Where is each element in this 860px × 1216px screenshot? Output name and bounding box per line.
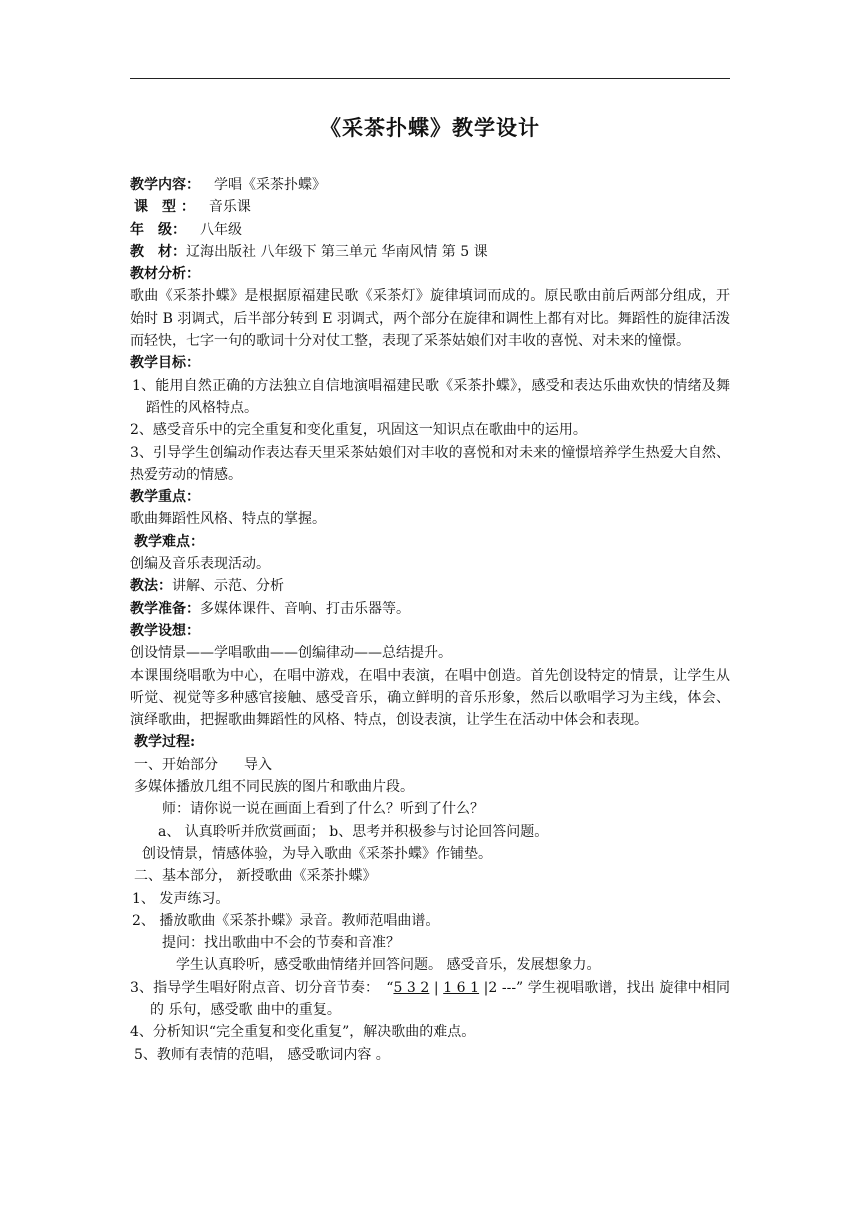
info-textbook-line: [130, 241, 730, 263]
part1-title: 一、开始部分: [134, 756, 218, 773]
preparation-label: 教学准备：: [130, 600, 200, 617]
goal-item-1: 1、能用自然正确的方法独立自信地演唱福建民歌《采茶扑蝶》，感受和表达乐曲欢快的情绪及舞蹈性的风格特点。: [132, 377, 730, 416]
score-bar-1: |: [429, 979, 444, 996]
concept-line: 创设情景——学唱歌曲——创编律动——总结提升。: [130, 645, 452, 662]
difficulties-heading: 教学难点：: [134, 533, 204, 550]
key-points-text: 歌曲舞蹈性风格、特点的掌握。: [130, 511, 326, 528]
score-notes-2: 1 6 1: [443, 979, 480, 996]
step-3-post: ” 学生视唱歌谱，找出 旋律中相同的 乐句，感受歌 曲中的重复。: [150, 979, 730, 1018]
process-step-5: 5、教师有表情的范唱， 感受歌词内容 。: [134, 1046, 390, 1063]
difficulties-text: 创编及音乐表现活动。: [130, 556, 270, 573]
goal-item-3: 3、引导学生创编动作表达春天里采茶姑娘们对丰收的喜悦和对未来的憧憬培养学生热爱大自然、热爱劳动的情感。: [130, 444, 730, 483]
process-p1-line4: 创设情景，情感体验，为导入歌曲《采茶扑蝶》作铺垫。: [142, 845, 492, 862]
methods-label: 教法：: [130, 578, 172, 595]
info-grade-line: [130, 219, 730, 241]
process-step-2-question: 提问：找出歌曲中不会的节奏和音准？: [162, 935, 400, 952]
preparation-text: 多媒体课件、音响、打击乐器等。: [200, 600, 410, 617]
process-part2: 二、基本部分， 新授歌曲《采茶扑蝶》: [134, 868, 377, 885]
part1-subtitle: 导入: [244, 756, 272, 773]
info-content-line: [130, 174, 730, 196]
process-step-3: [130, 977, 730, 1022]
info-type-line: [130, 196, 730, 218]
process-step-1: 1、 发声练习。: [132, 890, 230, 907]
analysis-text: 歌曲《采茶扑蝶》是根据原福建民歌《采茶灯》旋律填词而成的。原民歌由前后两部分组成，开始时 B 羽调式，后半部分转到 E 羽调式，两个部分在旋律和调性上都有对比。舞蹈性的旋律活泼而轻快，七字一句的歌词十分对仗工整，表现了采茶姑娘们对丰收的喜悦、对未来的憧憬。: [130, 288, 730, 350]
process-step-2-answer: 学生认真聆听，感受歌曲情绪并回答问题。 感受音乐，发展想象力。: [176, 957, 601, 974]
textbook-value: 辽海出版社 八年级下 第三单元 华南风情 第 5 课: [186, 243, 488, 260]
process-step-4: 4、分析知识“完全重复和变化重复”，解决歌曲的难点。: [130, 1024, 476, 1041]
type-label: 课 型 ：: [134, 199, 195, 216]
process-p1-line1: 多媒体播放几组不同民族的图片和歌曲片段。: [134, 779, 414, 796]
key-points-heading: 教学重点：: [130, 489, 200, 506]
type-value: 音乐课: [208, 199, 251, 216]
process-p1-line2: 师：请你说一说在画面上看到了什么？听到了什么？: [162, 801, 484, 818]
concept-text: 本课围绕唱歌为中心，在唱中游戏，在唱中表演，在唱中创造。首先创设特定的情景，让学生从听觉、视觉等多种感官接触、感受音乐，确立鲜明的音乐形象，然后以歌唱学习为主线，体会、演绎歌曲，把握歌曲舞蹈性的风格、特点，创设表演，让学生在活动中体会和表现。: [130, 667, 730, 729]
textbook-label: 教 材：: [130, 243, 186, 260]
step-3-pre: 3、指导学生唱好附点音、切分音节奏： “: [130, 979, 394, 996]
process-part1-line: [130, 754, 730, 776]
header-rule: [130, 78, 730, 79]
grade-value: 八年级: [200, 221, 242, 238]
methods-line: [130, 575, 730, 597]
process-p1-line3: [130, 821, 730, 843]
score-notes-1: 5 3 2: [393, 979, 430, 996]
analysis-heading: 教材分析：: [130, 266, 200, 283]
process-step-2: 2、 播放歌曲《采茶扑蝶》录音。教师范唱曲谱。: [132, 912, 440, 929]
methods-text: 讲解、示范、分析: [172, 578, 284, 595]
content-value: 学唱《采茶扑蝶》: [214, 177, 326, 193]
p1-option-a: a、 认真聆听并欣赏画面；: [158, 823, 325, 840]
preparation-line: [130, 598, 730, 620]
goals-heading: 教学目标：: [130, 355, 200, 372]
concept-heading: 教学设想：: [130, 622, 200, 639]
document-title: 《采茶扑蝶》教学设计: [320, 115, 540, 140]
goal-item-2: 2、感受音乐中的完全重复和变化重复，巩固这一知识点在歌曲中的运用。: [130, 422, 587, 439]
score-bar-2: |2 ---: [479, 979, 517, 996]
document-body: [130, 174, 730, 1066]
content-label: 教学内容：: [130, 177, 200, 193]
p1-option-b: b、思考并积极参与讨论回答问题。: [329, 823, 549, 840]
process-heading: 教学过程:: [134, 734, 196, 751]
grade-label: 年 级：: [130, 221, 186, 238]
